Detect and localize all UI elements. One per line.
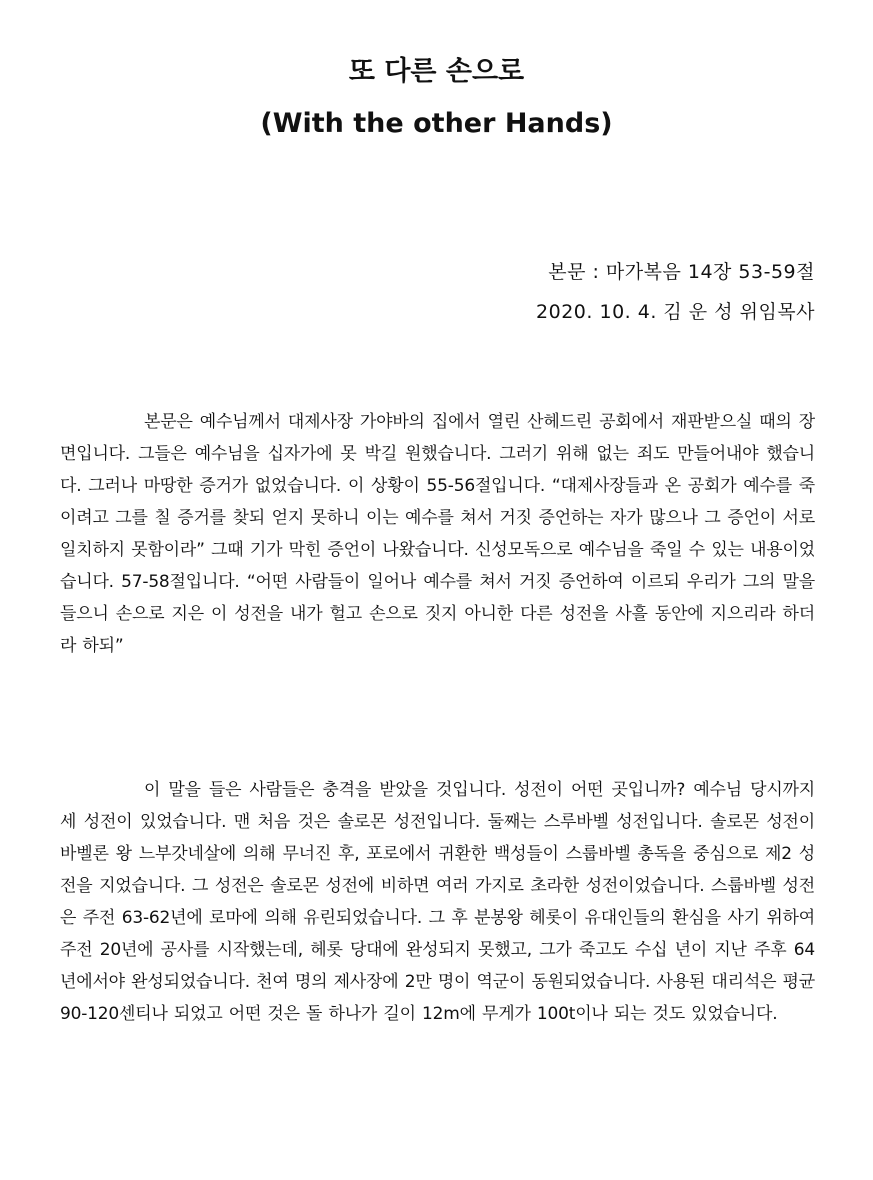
sermon-subtitle: (With the other Hands) [260, 108, 613, 139]
body-paragraph-1: 본문은 예수님께서 대제사장 가야바의 집에서 열린 산헤드린 공회에서 재판받으실 때의 장면입니다. 그들은 예수님을 십자가에 못 박길 원했습니다. 그러기 위해 없는 죄도 만들어내야 했습니다. 그러나 마땅한 증거가 없었습니다. 이 상황이 55-56절입니다. “대제사장들과 온 공회가 예수를 죽이려고 그를 칠 증거를 찾되 얻지 못하니 이는 예수를 쳐서 거짓 증언하는 자가 많으나 그 증언이 서로 일치하지 못함이라” 그때 기가 막힌 증언이 나왔습니다. 신성모독으로 예수님을 죽일 수 있는 내용이었습니다. 57-58절입니다. “어떤 사람들이 일어나 예수를 쳐서 거짓 증언하여 이르되 우리가 그의 말을 들으니 손으로 지은 이 성전을 내가 헐고 손으로 짓지 아니한 다른 성전을 사흘 동안에 지으리라 하더라 하되” [60, 412, 815, 656]
date-and-preacher: 2020. 10. 4. 김 운 성 위임목사 [536, 301, 815, 323]
sermon-title: 또 다른 손으로 [348, 56, 525, 87]
body-paragraph-2: 이 말을 들은 사람들은 충격을 받았을 것입니다. 성전이 어떤 곳입니까? 예수님 당시까지 세 성전이 있었습니다. 맨 처음 것은 솔로몬 성전입니다. 둘째는 스루바벨 성전입니다. 솔로몬 성전이 바벨론 왕 느부갓네살에 의해 무너진 후, 포로에서 귀환한 백성들이 스룹바벨 총독을 중심으로 제2 성전을 지었습니다. 그 성전은 솔로몬 성전에 비하면 여러 가지로 초라한 성전이었습니다. 스룹바벨 성전은 주전 63-62년에 로마에 의해 유린되었습니다. 그 후 분봉왕 헤롯이 유대인들의 환심을 사기 위하여 주전 20년에 공사를 시작했는데, 헤롯 당대에 완성되지 못했고, 그가 죽고도 수십 년이 지난 주후 64년에서야 완성되었습니다. 천여 명의 제사장에 2만 명이 역군이 동원되었습니다. 사용된 대리석은 평균 90-120센티나 되었고 어떤 것은 돌 하나가 길이 12m에 무게가 100t이나 되는 것도 있었습니다. [60, 780, 816, 1024]
scripture-reference: 본문 : 마가복음 14장 53-59절 [548, 261, 815, 283]
